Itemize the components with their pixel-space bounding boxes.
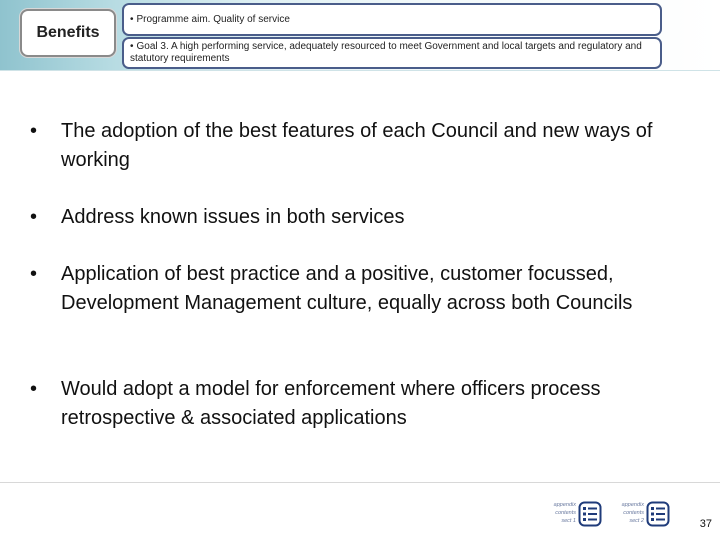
footer-divider	[0, 482, 720, 483]
list-item	[30, 117, 680, 175]
appendix-logo-text	[600, 501, 644, 525]
bullet-dot: •	[30, 263, 38, 285]
benefits-label-box	[20, 9, 116, 57]
bullet-text: Application of best practice and a positive, customer focussed, Development Management culture, equally across both Councils	[61, 263, 633, 314]
appendix-logo-text	[532, 501, 576, 525]
list-item	[30, 260, 680, 318]
bullet-text: Address known issues in both services	[61, 206, 405, 228]
programme-aim-box	[122, 3, 662, 36]
logo-line: sect 1	[561, 518, 576, 524]
appendix-contents-link-2[interactable]	[600, 497, 680, 533]
bullet-dot: •	[30, 206, 38, 228]
bullet-text: The adoption of the best features of each Council and new ways of working	[61, 120, 653, 171]
list-item	[30, 203, 680, 232]
page-number: 37	[699, 518, 712, 530]
list-document-icon	[578, 501, 602, 527]
goal-text: Goal 3. A high performing service, adequately resourced to meet Government and local targets and regulatory and statutory requirements	[130, 41, 642, 64]
logo-line: contents	[555, 510, 576, 516]
goal-bullet: •	[130, 41, 134, 52]
bullet-dot: •	[30, 378, 38, 400]
bullet-text: Would adopt a model for enforcement where officers process retrospective & associated applications	[61, 378, 601, 429]
benefits-label: Benefits	[36, 24, 100, 41]
goal-box	[122, 37, 662, 69]
logo-line: contents	[623, 510, 644, 516]
list-item	[30, 375, 680, 433]
aim-bullet: •	[130, 13, 134, 25]
programme-aim-text: Programme aim. Quality of service	[136, 13, 290, 25]
logo-line: appendix	[553, 502, 576, 508]
header-divider	[0, 70, 720, 71]
logo-line: sect 2	[629, 518, 644, 524]
list-document-icon	[646, 501, 670, 527]
bullet-dot: •	[30, 120, 38, 142]
logo-line: appendix	[621, 502, 644, 508]
